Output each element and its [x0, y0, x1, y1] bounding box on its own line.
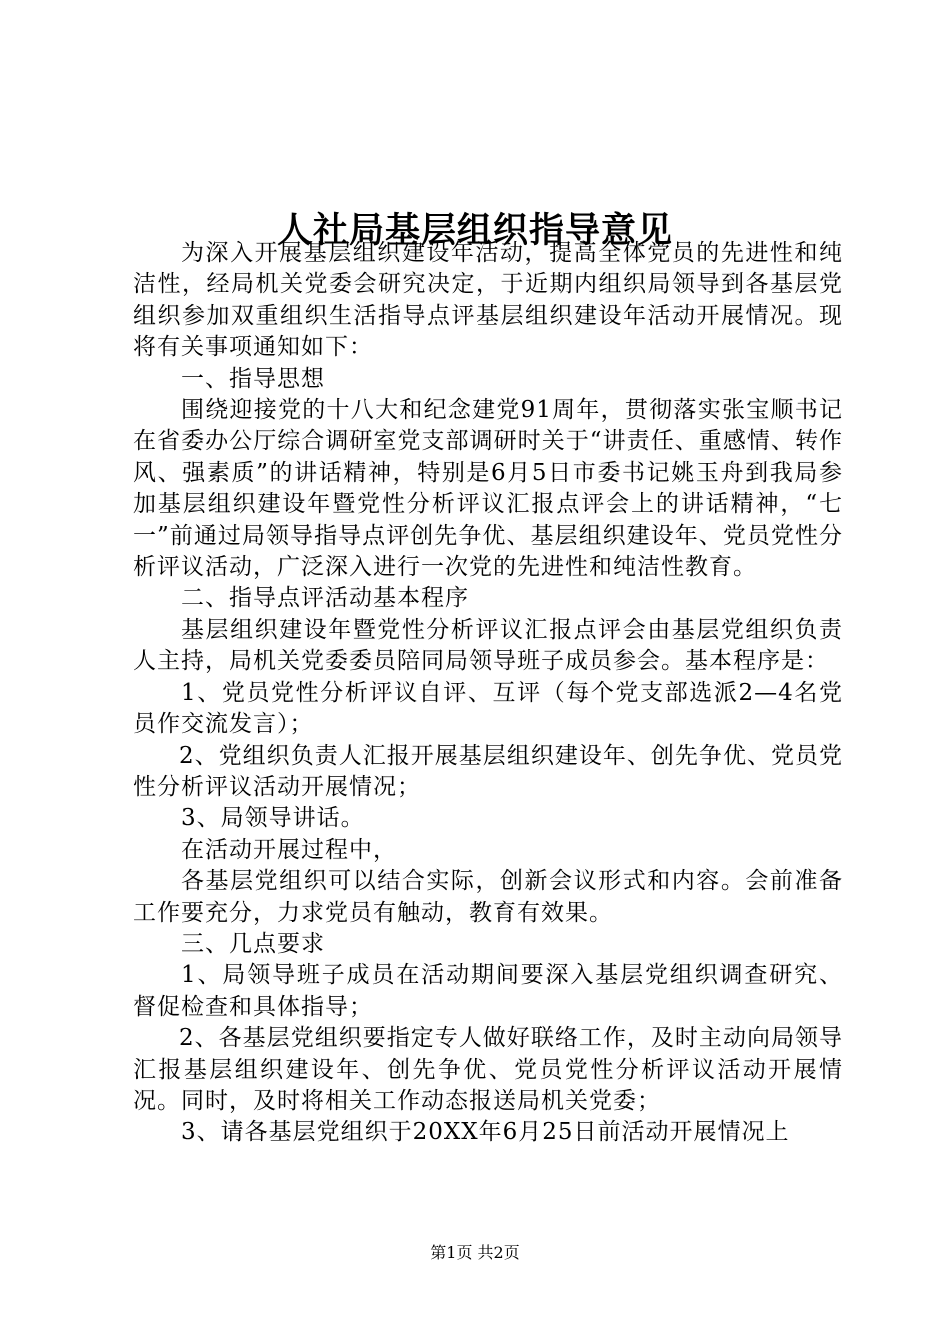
requirement-item-2: 2、各基层党组织要指定专人做好联络工作，及时主动向局领导汇报基层组织建设年、创先争优、党员党性分析评议活动开展情况。同时，及时将相关工作动态报送局机关党委； [133, 1025, 843, 1114]
heading-guiding-ideology: 一、指导思想 [181, 365, 325, 392]
paragraph-procedure-intro: 基层组织建设年暨党性分析评议汇报点评会由基层党组织负责人主持，局机关党委委员陪同局领导班子成员参会。基本程序是： [133, 616, 843, 675]
paragraph-during-activity: 在活动开展过程中， [181, 836, 397, 863]
heading-basic-procedure: 二、指导点评活动基本程序 [181, 585, 469, 612]
procedure-item-2: 2、党组织负责人汇报开展基层组织建设年、创先争优、党员党性分析评议活动开展情况； [133, 742, 843, 800]
procedure-item-3: 3、局领导讲话。 [181, 805, 365, 832]
paragraph-innovation: 各基层党组织可以结合实际，创新会议形式和内容。会前准备工作要充分，力求党员有触动，教育有效果。 [133, 868, 843, 926]
document-title: 人社局基层组织指导意见 [276, 210, 673, 252]
heading-requirements: 三、几点要求 [181, 930, 325, 957]
paragraph-intro: 为深入开展基层组织建设年活动，提高全体党员的先进性和纯洁性，经局机关党委会研究决定，于近期内组织局领导到各基层党组织参加双重组织生活指导点评基层组织建设年活动开展情况。现将有关事项通知如下： [133, 240, 843, 361]
requirement-item-1: 1、局领导班子成员在活动期间要深入基层党组织调查研究、督促检查和具体指导； [133, 962, 843, 1020]
page-footer: 第1页 共2页 [430, 1243, 520, 1262]
procedure-item-1: 1、党员党性分析评议自评、互评（每个党支部选派2—4名党员作交流发言）； [133, 679, 843, 738]
paragraph-guiding-ideology: 围绕迎接党的十八大和纪念建党91周年，贯彻落实张宝顺书记在省委办公厅综合调研室党支部调研时关于“讲责任、重感情、转作风、强素质”的讲话精神，特别是6月5日市委书记姚玉舟到我局参加基层组织建设年暨党性分析评议汇报点评会上的讲话精神，“七一”前通过局领导指导点评创先争优、基层组织建设年、党员党性分析评议活动，广泛深入进行一次党的先进性和纯洁性教育。 [133, 397, 843, 581]
document-body [133, 238, 843, 1149]
requirement-item-3: 3、请各基层党组织于20XX年6月25日前活动开展情况上 [181, 1119, 790, 1146]
